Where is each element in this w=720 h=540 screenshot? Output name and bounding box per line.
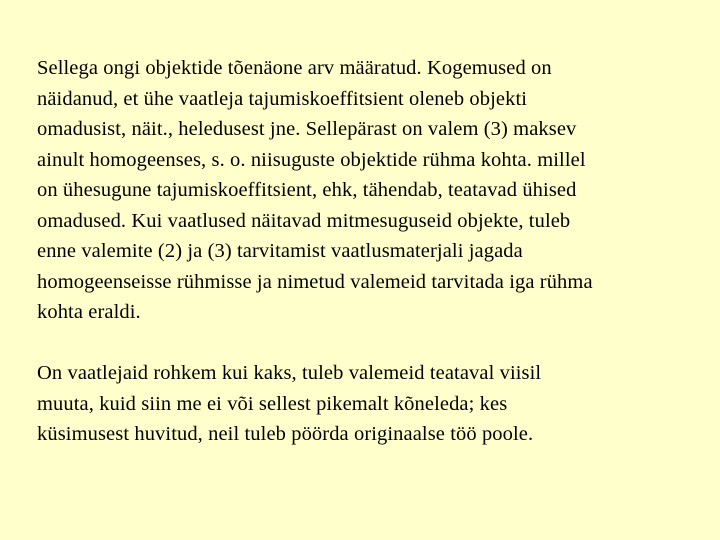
text-line: küsimusest huvitud, neil tuleb pöörda originaalse töö poole. xyxy=(37,423,534,445)
text-line: homogeenseisse rühmisse ja nimetud valemeid tarvitada iga rühma xyxy=(37,270,593,293)
text-line: Sellega ongi objektide tõenäone arv määratud. Kogemused on xyxy=(37,57,552,79)
text-line: muuta, kuid siin me ei või sellest pikemalt kõneleda; kes xyxy=(37,392,508,415)
text-line: näidanud, et ühe vaatleja tajumiskoeffitsient oleneb objekti xyxy=(37,87,528,110)
text-body xyxy=(37,53,697,450)
text-line: omadusist, näit., heledusest jne. Sellepärast on valem (3) maksev xyxy=(37,118,577,140)
text-line: ainult homogeenses, s. o. niisuguste objektide rühma kohta. millel xyxy=(37,148,586,171)
text-line: omadused. Kui vaatlused näitavad mitmesuguseid objekte, tuleb xyxy=(37,209,571,232)
text-line: enne valemite (2) ja (3) tarvitamist vaatlusmaterjali jagada xyxy=(37,240,523,262)
text-line: kohta eraldi. xyxy=(37,301,141,323)
paragraph-2 xyxy=(37,358,697,450)
paragraph-spacer xyxy=(37,328,697,359)
paragraph-1 xyxy=(37,53,697,328)
text-line: on ühesugune tajumiskoeffitsient, ehk, tähendab, teatavad ühised xyxy=(37,179,577,201)
text-line: On vaatlejaid rohkem kui kaks, tuleb valemeid teataval viisil xyxy=(37,362,542,384)
